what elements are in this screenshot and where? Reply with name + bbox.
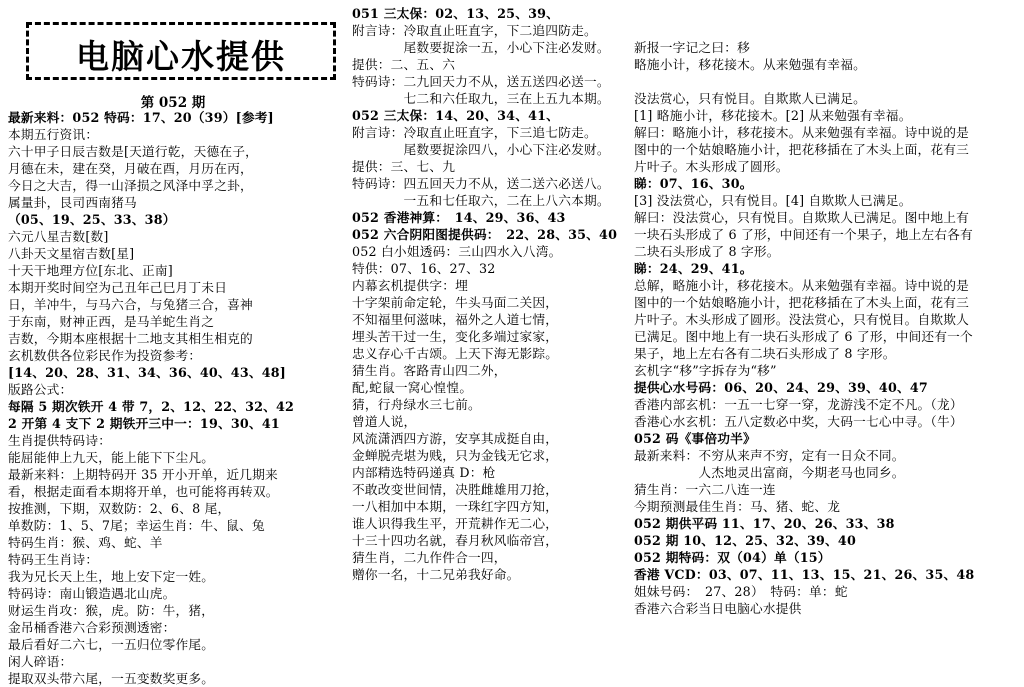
text-line: 赠你一名，十二兄弟我好命。 bbox=[352, 567, 520, 582]
issue-number: 第 052 期 bbox=[140, 95, 206, 111]
text-line: 052 六合阴阳图提供码： 22、28、35、40 bbox=[352, 227, 618, 242]
text-line: 052 香港神算： 14、29、36、43 bbox=[352, 210, 566, 225]
text-line: 金吊桶香港六合彩预测透密： bbox=[8, 620, 176, 635]
text-line: 片叶子。木头形成了圆形。没法赏心，只有悦目。自欺欺人 bbox=[634, 312, 970, 327]
text-line: 看，根据走面看本期将开单，也可能将再转双。 bbox=[8, 484, 279, 499]
text-line: 配,蛇鼠一窝心惶惶。 bbox=[352, 380, 473, 395]
text-line: 一五和七任取六，二在上八六本期。 bbox=[352, 193, 610, 208]
text-line: 内部精选特码递真 D：枪 bbox=[352, 465, 496, 480]
text-line: 没法赏心，只有悦目。自欺欺人已满足。 bbox=[634, 91, 866, 106]
text-line: 不知福里何滋味，福外之人道七情， bbox=[352, 312, 559, 327]
text-line: 香港内部玄机：一五一七穿一穿，龙游浅不定不凡。（龙） bbox=[634, 397, 963, 412]
text-line: 051 三太保：02、13、25、39、 bbox=[352, 6, 560, 21]
text-line: 猜生肖：一六二八连一连 bbox=[634, 482, 776, 497]
text-line: 埋头苦干过一生，变化多端过家家， bbox=[352, 329, 559, 344]
text-line: 按推测，下期，双数防：2、6、8 尾， bbox=[8, 501, 231, 516]
text-line: 新报一字记之曰：移 bbox=[634, 40, 750, 55]
text-line: 能屈能伸上九天，能上能下下尘凡。 bbox=[8, 450, 215, 465]
text-line: 十字架前命定轮，牛头马面二关因， bbox=[352, 295, 559, 310]
text-line: 本期五行资讯： bbox=[8, 127, 99, 142]
text-line: 特码诗：南山锻造遇北山虎。 bbox=[8, 586, 176, 601]
text-line: 片叶子。木头形成了圆形。 bbox=[634, 159, 789, 174]
text-line: 曾道人说， bbox=[352, 414, 417, 429]
text-line: 单数防：1、5、7尾；幸运生肖：牛、鼠、兔 bbox=[8, 518, 265, 533]
text-line: 睇：24、29、41。 bbox=[634, 261, 753, 276]
text-line: 香港 VCD：03、07、11、13、15、21、26、35、48 bbox=[634, 567, 975, 582]
text-line: 尾数要捉涂一五，小心下注必发财。 bbox=[352, 40, 610, 55]
text-line: 特码生肖：猴、鸡、蛇、羊 bbox=[8, 535, 163, 550]
text-line: 谁人识得我生平，开荒耕作无二心， bbox=[352, 516, 559, 531]
text-line: 果子，地上左右各有二块石头形成了 8 字形。 bbox=[634, 346, 896, 361]
right-column-top-text bbox=[634, 39, 866, 73]
text-line: 最新来料：不穷从来声不穷，定有一日众不同。 bbox=[634, 448, 905, 463]
text-line: 猜，行舟绿水三七前。 bbox=[352, 397, 481, 412]
text-line: 闲人碎语： bbox=[8, 654, 73, 669]
text-line: 最新来料：052 特码：17、20（39）[参考] bbox=[8, 110, 274, 125]
text-line: [1] 略施小计，移花接木。[2] 从来勉强有幸福。 bbox=[634, 108, 912, 123]
text-line: 睇：07、16、30。 bbox=[634, 176, 753, 191]
text-line: 人杰地灵出富商，今期老马也同乡。 bbox=[634, 465, 905, 480]
text-line: 解曰：略施小计，移花接木。从来勉强有幸福。诗中说的是 bbox=[634, 125, 970, 140]
text-line: 略施小计，移花接木。从来勉强有幸福。 bbox=[634, 57, 866, 72]
text-line: 我为兄长天上生，地上安下定一姓。 bbox=[8, 569, 215, 584]
text-line: 总解，略施小计，移花接木。从来勉强有幸福。诗中说的是 bbox=[634, 278, 970, 293]
text-line: 吉数，今期本座根据十二地支其相生相克的 bbox=[8, 331, 253, 346]
left-column-text bbox=[8, 109, 294, 687]
text-line: 十天干地理方位[东北、正南] bbox=[8, 263, 173, 278]
text-line: 忠义存心千古颂。上天下海无影踪。 bbox=[352, 346, 559, 361]
text-line: 七二和六任取九，三在上五九本期。 bbox=[352, 91, 610, 106]
text-line: 附言诗：冷取直止旺直字，下三追七防走。 bbox=[352, 125, 597, 140]
text-line: 生肖提供特码诗： bbox=[8, 433, 112, 448]
text-line: 附言诗：冷取直止旺直字，下二追四防走。 bbox=[352, 23, 597, 38]
text-line: 于东南，财神正西，是马羊蛇生肖之 bbox=[8, 314, 215, 329]
text-line: 月德在未，建在癸，月破在酉，月历在丙， bbox=[8, 161, 253, 176]
text-line: 不敢改变世间情，决胜雌雄用刀抢， bbox=[352, 482, 559, 497]
text-line: 属量卦，艮司西南猪马 bbox=[8, 195, 137, 210]
text-line: 2 开第 4 支下 2 期铁开三中一：19、30、41 bbox=[8, 416, 280, 431]
text-line: 提供：二、五、六 bbox=[352, 57, 456, 72]
text-line: 提取双头带六尾，一五变数奖更多。 bbox=[8, 671, 215, 686]
text-line: 特码诗：四五回天力不从，送二送六必送八。 bbox=[352, 176, 610, 191]
text-line: 六十甲子日辰吉数是[天道行乾，天德在子， bbox=[8, 144, 259, 159]
text-line: 今期预测最佳生肖：马、猪、蛇、龙 bbox=[634, 499, 841, 514]
text-line: 内幕玄机提供字：埋 bbox=[352, 278, 468, 293]
text-line: 特码诗：二九回天力不从，送五送四必送一。 bbox=[352, 74, 610, 89]
text-line: 香港心水玄机：五八定数必中奖，大码一七心中寻。（牛） bbox=[634, 414, 963, 429]
text-line: （05、19、25、33、38） bbox=[8, 212, 176, 227]
text-line: 玄机数供各位彩民作为投资参考： bbox=[8, 348, 202, 363]
text-line: 二块石头形成了 8 字形。 bbox=[634, 244, 780, 259]
middle-column-text bbox=[352, 5, 617, 583]
text-line: 图中的一个姑娘略施小计，把花移插在了木头上面，花有三 bbox=[634, 295, 970, 310]
text-line: 提供心水号码：06、20、24、29、39、40、47 bbox=[634, 380, 928, 395]
title-box bbox=[26, 22, 336, 80]
text-line: 本期开奖时间空为己丑年己巳月丁未日 bbox=[8, 280, 228, 295]
text-line: 财运生肖攻：猴，虎。防：牛，猪， bbox=[8, 603, 215, 618]
text-line: 六元八星吉数[数] bbox=[8, 229, 109, 244]
text-line: 一八相加中本期，一珠红字四方知， bbox=[352, 499, 559, 514]
text-line: 猜生肖，二九作件合一四， bbox=[352, 550, 507, 565]
text-line: 每隔 5 期次铁开 4 带 7，2、12、22、32、42 bbox=[8, 399, 295, 414]
text-line: 最后看好二六七，一五归位零作尾。 bbox=[8, 637, 215, 652]
text-line: 日，羊冲牛，与马六合，与兔猪三合，喜神 bbox=[8, 297, 253, 312]
text-line: 一块石头形成了 6 了形，中间还有一个果子，地上左右各有 bbox=[634, 227, 973, 242]
text-line: 香港六合彩当日电脑心水提供 bbox=[634, 601, 802, 616]
text-line: 052 白小姐透码：三山四水入八湾。 bbox=[352, 244, 562, 259]
text-line: 052 期 10、12、25、32、39、40 bbox=[634, 533, 856, 548]
text-line: 已满足。图中地上有一块石头形成了 6 了形，中间还有一个 bbox=[634, 329, 973, 344]
text-line: 052 三太保：14、20、34、41、 bbox=[352, 108, 560, 123]
text-line: 风流潇洒四方游，安享其成挺自由， bbox=[352, 431, 559, 446]
text-line: 解曰：没法赏心，只有悦目。自欺欺人已满足。图中地上有 bbox=[634, 210, 970, 225]
text-line: 版路公式： bbox=[8, 382, 73, 397]
text-line: [3] 没法赏心，只有悦目。[4] 自欺欺人已满足。 bbox=[634, 193, 912, 208]
text-line: 今日之大吉，得一山泽损之风泽中孚之卦， bbox=[8, 178, 253, 193]
text-line: 八卦天文星宿吉数[星] bbox=[8, 246, 135, 261]
text-line: 特码王生肖诗： bbox=[8, 552, 99, 567]
text-line: 玄机字“移”字拆存为“移” bbox=[634, 363, 777, 378]
text-line: [14、20、28、31、34、36、40、43、48] bbox=[8, 365, 287, 380]
right-column-text bbox=[634, 90, 974, 617]
text-line: 052 期供平码 11、17、20、26、33、38 bbox=[634, 516, 895, 531]
text-line: 十三十四功名就，春月秋风临帝宫， bbox=[352, 533, 559, 548]
text-line: 图中的一个姑娘略施小计，把花移插在了木头上面，花有三 bbox=[634, 142, 970, 157]
text-line: 特供：07、16、27、32 bbox=[352, 261, 496, 276]
text-line: 052 期特码：双（04）单（15） bbox=[634, 550, 831, 565]
text-line: 052 码《事倍功半》 bbox=[634, 431, 756, 446]
text-line: 最新来料：上期特码开 35 开小开单，近几期来 bbox=[8, 467, 278, 482]
text-line: 尾数要捉涂四八，小心下注必发财。 bbox=[352, 142, 610, 157]
text-line: 猜生肖。客路青山四二外， bbox=[352, 363, 507, 378]
text-line: 姐妹号码： 27、28） 特码：单：蛇 bbox=[634, 584, 848, 599]
text-line: 提供：三、七、九 bbox=[352, 159, 456, 174]
text-line: 金蝉脱壳堪为贱，只为金钱无它求， bbox=[352, 448, 559, 463]
page-title: 电脑心水提供 bbox=[76, 37, 286, 76]
